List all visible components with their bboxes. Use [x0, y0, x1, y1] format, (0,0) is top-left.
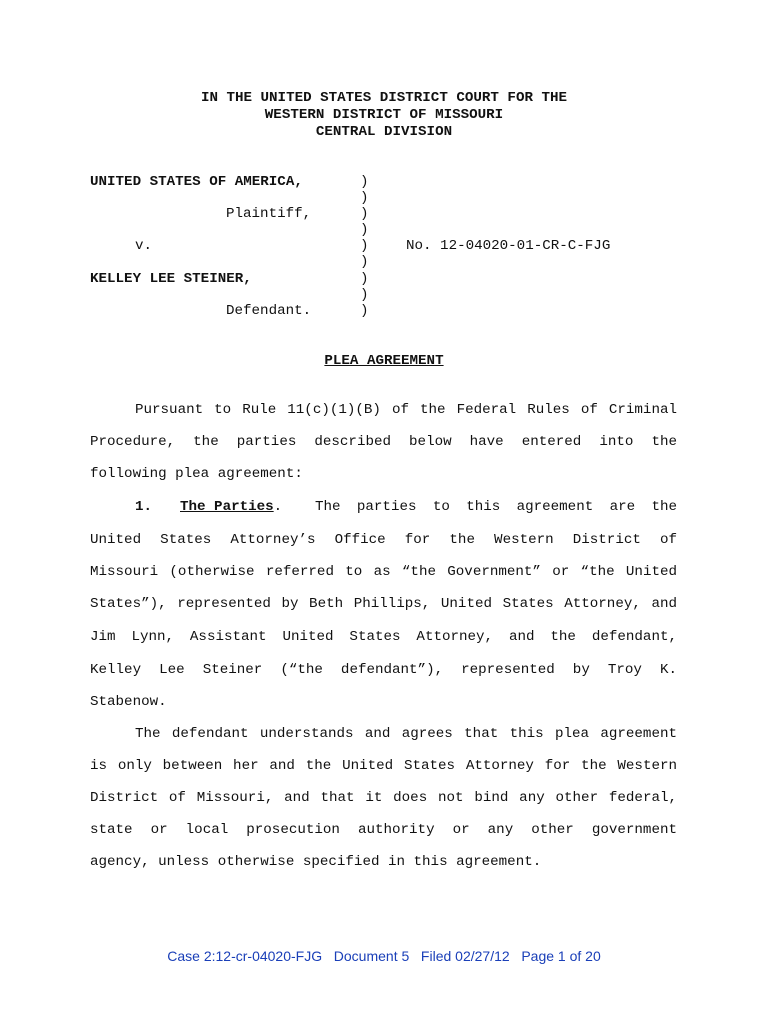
section-heading: [180, 499, 282, 516]
document-title: PLEA AGREEMENT: [324, 353, 444, 369]
caption-paren: ): [360, 190, 369, 206]
caption-paren: ): [360, 303, 369, 319]
caption-paren: ): [360, 254, 369, 270]
para2-line: The defendant understands and agrees that this plea agreement: [135, 726, 677, 742]
court-heading-line2: WESTERN DISTRICT OF MISSOURI: [264, 107, 504, 123]
plaintiff-name: UNITED STATES OF AMERICA,: [90, 174, 303, 190]
section1-line: United States Attorney’s Office for the Western District of: [90, 532, 677, 548]
case-number: No. 12-04020-01-CR-C-FJG: [406, 238, 611, 254]
intro-line: Procedure, the parties described below have entered into the: [90, 434, 677, 450]
section-number: 1.: [135, 499, 153, 515]
caption-paren: ): [360, 222, 369, 238]
para2-line: District of Missouri, and that it does not bind any other federal,: [90, 790, 677, 806]
para2-line: agency, unless otherwise specified in this agreement.: [90, 854, 542, 870]
plaintiff-role: Plaintiff,: [226, 206, 312, 222]
caption-paren: ): [360, 174, 369, 190]
section1-line: Missouri (otherwise referred to as “the Government” or “the United: [90, 564, 677, 580]
section1-line: The parties to this agreement are the: [315, 499, 677, 515]
versus: v.: [135, 238, 153, 254]
section-heading-text: The Parties: [180, 499, 274, 515]
section1-line: Kelley Lee Steiner (“the defendant”), represented by Troy K.: [90, 662, 677, 678]
section1-line: States”), represented by Beth Phillips, United States Attorney, and: [90, 596, 677, 612]
case-footer: Case 2:12-cr-04020-FJG Document 5 Filed 02/27/12 Page 1 of 20: [167, 948, 601, 964]
intro-line: Pursuant to Rule 11(c)(1)(B) of the Federal Rules of Criminal: [135, 402, 677, 418]
defendant-name: KELLEY LEE STEINER,: [90, 271, 252, 287]
court-heading-line3: CENTRAL DIVISION: [315, 124, 453, 140]
section1-line: Jim Lynn, Assistant United States Attorney, and the defendant,: [90, 629, 677, 645]
section-heading-suffix: .: [273, 499, 283, 515]
caption-paren: ): [360, 238, 369, 254]
para2-line: state or local prosecution authority or any other government: [90, 822, 677, 838]
defendant-role: Defendant.: [226, 303, 312, 319]
court-heading-line1: IN THE UNITED STATES DISTRICT COURT FOR THE: [200, 90, 568, 106]
intro-line: following plea agreement:: [90, 466, 303, 482]
para2-line: is only between her and the United States Attorney for the Western: [90, 758, 677, 774]
caption-paren: ): [360, 206, 369, 222]
caption-paren: ): [360, 271, 369, 287]
section1-line: Stabenow.: [90, 694, 167, 710]
caption-paren: ): [360, 287, 369, 303]
